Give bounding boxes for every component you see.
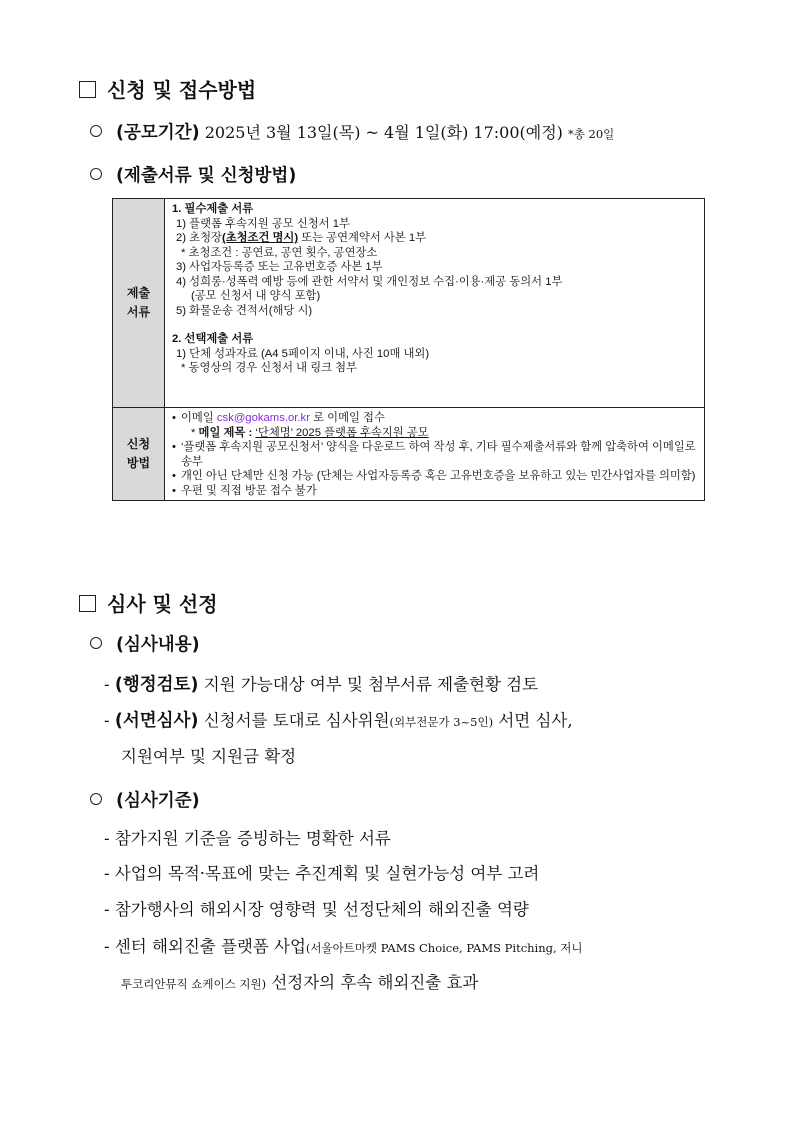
method-content (165, 408, 705, 501)
spacer (172, 318, 699, 332)
document-review-small: (외부전문가 3~5인) (389, 715, 494, 729)
period-text: 2025년 3월 13일(목) ~ 4월 1일(화) 17:00(예정) (204, 123, 563, 142)
label-line: 서류 (126, 305, 151, 319)
criteria-text: 선정자의 후속 해외진출 효과 (266, 973, 479, 992)
label-line: 방법 (126, 456, 151, 470)
bullet-item: • 우편 및 직접 방문 접수 불가 (172, 484, 699, 499)
circle-bullet-icon (90, 637, 102, 649)
document-review-line2: 지원여부 및 지원금 확정 (121, 747, 297, 766)
section-title: 심사 및 선정 (107, 592, 218, 616)
section-heading-application (79, 74, 256, 103)
content-heading-text: (심사내용) (116, 635, 200, 655)
period-label: (공모기간) (116, 123, 200, 143)
m1-post: 로 이메일 접수 (309, 412, 385, 424)
criteria-heading-text: (심사기준) (116, 791, 200, 811)
req2-pre: 2) 초청장 (176, 232, 222, 244)
criteria-text: 센터 해외진출 플랫폼 사업 (114, 937, 306, 956)
label-line: 신청 (126, 437, 151, 451)
optional-title: 2. 선택제출 서류 (172, 333, 254, 345)
list-item: 3) 사업자등록증 또는 고유번호증 사본 1부 (176, 261, 383, 273)
checkbox-square-icon (79, 595, 96, 612)
bullet-item: • 개인 아닌 단체만 신청 가능 (단체는 사업자등록증 혹은 고유번호증을 보유하고 있는 민간사업자를 의미함) (172, 469, 699, 484)
criteria-item: - 참가행사의 해외시장 영향력 및 선정단체의 해외진출 역량 (104, 900, 529, 919)
criteria-heading (90, 787, 200, 812)
list-item: 4) 성희롱·성폭력 예방 등에 관한 서약서 및 개인정보 수집·이용·제공 동의서 1부 (176, 275, 563, 288)
content-heading (90, 631, 200, 656)
document-review-text: 신청서를 토대로 심사위원 (198, 711, 390, 730)
bullet-item: • ‘플랫폼 후속지원 공모신청서’ 양식을 다운로드 하여 작성 후, 기타 필수제출서류와 함께 압축하여 이메일로 송부 (172, 440, 699, 469)
criteria-item-cont (121, 969, 478, 993)
admin-review-text: 지원 가능대상 여부 및 첨부서류 제출현황 검토 (198, 675, 539, 694)
criteria-item: - 사업의 목적·목표에 맞는 추진계획 및 실현가능성 여부 고려 (104, 864, 540, 883)
criteria-small: 투코리안뮤직 쇼케이스 지원) (121, 977, 267, 991)
list-item: 1) 단체 성과자료 (A4 5페이지 이내, 사진 10매 내외) (176, 347, 430, 360)
table-row-documents (113, 199, 705, 408)
review-item-admin: - (행정검토) 지원 가능대상 여부 및 첨부서류 제출현황 검토 (104, 675, 539, 695)
document-review-label: (서면심사) (114, 711, 199, 731)
criteria-item: - 참가지원 기준을 증빙하는 명확한 서류 (104, 829, 391, 848)
required-title: 1. 필수제출 서류 (172, 203, 254, 215)
list-item (172, 231, 699, 246)
criteria-text: 참가행사의 해외시장 영향력 및 선정단체의 해외진출 역량 (114, 900, 529, 919)
section-title: 신청 및 접수방법 (107, 78, 257, 102)
req2-emphasis: (초청조건 명시) (221, 232, 299, 244)
star: * (191, 426, 199, 439)
criteria-item: - 센터 해외진출 플랫폼 사업(서울아트마켓 PAMS Choice, PAMS Pitching, 저니 (104, 937, 583, 956)
row-label-documents (113, 199, 165, 408)
m1-pre: 이메일 (181, 412, 217, 424)
req2-post: 또는 공연계약서 사본 1부 (298, 232, 427, 244)
docs-heading (90, 162, 296, 187)
period-line (90, 119, 614, 144)
mail-subject-note (172, 426, 699, 441)
mail-subject-value: ‘단체명’ 2025 플랫폼 후속지원 공모 (255, 426, 429, 439)
list-item: 5) 화물운송 견적서(해당 시) (176, 304, 313, 317)
row-label-method (113, 408, 165, 501)
list-note: (공모 신청서 내 양식 포함) (191, 290, 321, 302)
documents-content (165, 199, 705, 408)
period-note: *총 20일 (568, 127, 615, 141)
application-table (112, 198, 705, 501)
bullet-item (172, 411, 699, 426)
circle-bullet-icon (90, 793, 102, 805)
list-note: * 동영상의 경우 신청서 내 링크 첨부 (181, 362, 358, 374)
list-item: 1) 플랫폼 후속지원 공모 신청서 1부 (176, 217, 350, 230)
criteria-small: (서울아트마켓 PAMS Choice, PAMS Pitching, 저니 (305, 941, 583, 955)
table-row-method (113, 408, 705, 501)
list-note: * 초청조건 : 공연료, 공연 횟수, 공연장소 (181, 246, 378, 259)
circle-bullet-icon (90, 125, 102, 137)
section-heading-review (79, 588, 218, 617)
label-line: 제출 (126, 286, 151, 300)
document-review-text-b: 서면 심사, (493, 711, 573, 730)
docs-heading-text: (제출서류 및 신청방법) (116, 166, 297, 186)
admin-review-label: (행정검토) (114, 675, 199, 695)
checkbox-square-icon (79, 81, 96, 98)
mail-subject-label: 메일 제목 : (198, 426, 256, 439)
circle-bullet-icon (90, 168, 102, 180)
email-link[interactable]: csk@gokams.or.kr (216, 412, 310, 424)
review-item-document: - (서면심사) 신청서를 토대로 심사위원(외부전문가 3~5인) 서면 심사, (104, 711, 573, 731)
criteria-text: 참가지원 기준을 증빙하는 명확한 서류 (114, 829, 391, 848)
criteria-text: 사업의 목적·목표에 맞는 추진계획 및 실현가능성 여부 고려 (114, 864, 540, 883)
